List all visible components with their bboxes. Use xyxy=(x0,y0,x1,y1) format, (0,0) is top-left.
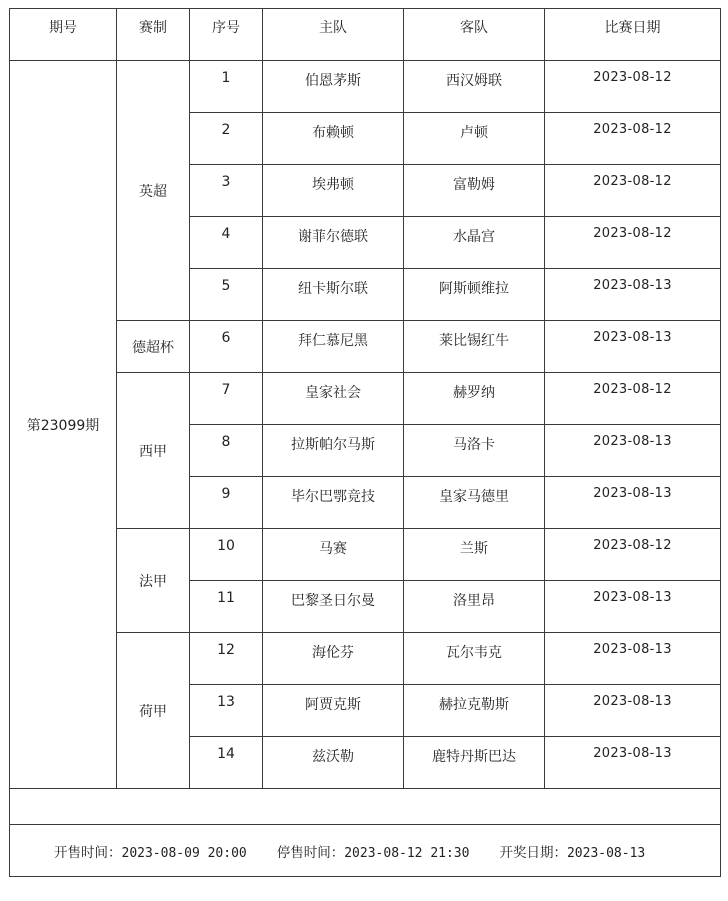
table-row xyxy=(10,373,721,425)
seq-cell: 4 xyxy=(190,217,263,269)
table-row xyxy=(10,321,721,373)
seq-cell: 14 xyxy=(190,737,263,789)
footer-row xyxy=(10,825,721,877)
match-date-cell: 2023-08-13 xyxy=(545,321,721,373)
home-team-cell: 马赛 xyxy=(263,529,404,581)
match-date-cell: 2023-08-12 xyxy=(545,113,721,165)
header-row xyxy=(10,9,721,61)
sale-start-info xyxy=(54,841,247,861)
match-date-cell: 2023-08-13 xyxy=(545,633,721,685)
league-cell: 德超杯 xyxy=(117,321,190,373)
match-date-cell: 2023-08-12 xyxy=(545,61,721,113)
match-date-cell: 2023-08-13 xyxy=(545,737,721,789)
seq-cell: 5 xyxy=(190,269,263,321)
league-cell: 荷甲 xyxy=(117,633,190,789)
home-team-cell: 埃弗顿 xyxy=(263,165,404,217)
away-team-cell: 西汉姆联 xyxy=(404,61,545,113)
home-team-cell: 伯恩茅斯 xyxy=(263,61,404,113)
seq-cell: 3 xyxy=(190,165,263,217)
header-period: 期号 xyxy=(10,9,117,61)
match-date-cell: 2023-08-13 xyxy=(545,581,721,633)
table-row xyxy=(10,61,721,113)
home-team-cell: 谢菲尔德联 xyxy=(263,217,404,269)
sale-start-label: 开售时间： xyxy=(54,844,122,861)
home-team-cell: 皇家社会 xyxy=(263,373,404,425)
home-team-cell: 巴黎圣日尔曼 xyxy=(263,581,404,633)
match-date-cell: 2023-08-13 xyxy=(545,685,721,737)
match-date-cell: 2023-08-13 xyxy=(545,477,721,529)
away-team-cell: 洛里昂 xyxy=(404,581,545,633)
seq-cell: 10 xyxy=(190,529,263,581)
blank-cell xyxy=(10,789,721,825)
sale-start-value: 2023-08-09 20:00 xyxy=(121,845,247,861)
header-match-date: 比赛日期 xyxy=(545,9,721,61)
league-cell: 法甲 xyxy=(117,529,190,633)
seq-cell: 7 xyxy=(190,373,263,425)
fixture-table xyxy=(9,8,721,877)
sale-stop-value: 2023-08-12 21:30 xyxy=(344,845,470,861)
seq-cell: 6 xyxy=(190,321,263,373)
away-team-cell: 阿斯顿维拉 xyxy=(404,269,545,321)
table-row xyxy=(10,529,721,581)
header-league: 赛制 xyxy=(117,9,190,61)
seq-cell: 1 xyxy=(190,61,263,113)
away-team-cell: 赫拉克勒斯 xyxy=(404,685,545,737)
away-team-cell: 皇家马德里 xyxy=(404,477,545,529)
home-team-cell: 海伦芬 xyxy=(263,633,404,685)
seq-cell: 2 xyxy=(190,113,263,165)
draw-date-label: 开奖日期： xyxy=(499,844,567,861)
sale-stop-info xyxy=(277,841,470,861)
table-row xyxy=(10,633,721,685)
away-team-cell: 水晶宫 xyxy=(404,217,545,269)
home-team-cell: 拉斯帕尔马斯 xyxy=(263,425,404,477)
away-team-cell: 马洛卡 xyxy=(404,425,545,477)
seq-cell: 9 xyxy=(190,477,263,529)
period-cell: 第23099期 xyxy=(10,61,117,789)
home-team-cell: 毕尔巴鄂竞技 xyxy=(263,477,404,529)
sale-stop-label: 停售时间： xyxy=(276,844,345,861)
match-date-cell: 2023-08-12 xyxy=(545,373,721,425)
match-date-cell: 2023-08-13 xyxy=(545,425,721,477)
away-team-cell: 兰斯 xyxy=(404,529,545,581)
away-team-cell: 富勒姆 xyxy=(404,165,545,217)
header-home-team: 主队 xyxy=(263,9,404,61)
blank-row xyxy=(10,789,721,825)
away-team-cell: 卢顿 xyxy=(404,113,545,165)
away-team-cell: 莱比锡红牛 xyxy=(404,321,545,373)
league-cell: 英超 xyxy=(117,61,190,321)
seq-cell: 11 xyxy=(190,581,263,633)
draw-date-info xyxy=(499,841,645,861)
match-date-cell: 2023-08-13 xyxy=(545,269,721,321)
draw-date-value: 2023-08-13 xyxy=(566,845,646,861)
seq-cell: 13 xyxy=(190,685,263,737)
home-team-cell: 拜仁慕尼黑 xyxy=(263,321,404,373)
footer-cell xyxy=(10,825,721,877)
seq-cell: 12 xyxy=(190,633,263,685)
match-date-cell: 2023-08-12 xyxy=(545,529,721,581)
home-team-cell: 布赖顿 xyxy=(263,113,404,165)
home-team-cell: 纽卡斯尔联 xyxy=(263,269,404,321)
league-cell: 西甲 xyxy=(117,373,190,529)
seq-cell: 8 xyxy=(190,425,263,477)
match-date-cell: 2023-08-12 xyxy=(545,165,721,217)
match-date-cell: 2023-08-12 xyxy=(545,217,721,269)
home-team-cell: 阿贾克斯 xyxy=(263,685,404,737)
header-seq: 序号 xyxy=(190,9,263,61)
away-team-cell: 瓦尔韦克 xyxy=(404,633,545,685)
away-team-cell: 鹿特丹斯巴达 xyxy=(404,737,545,789)
header-away-team: 客队 xyxy=(404,9,545,61)
away-team-cell: 赫罗纳 xyxy=(404,373,545,425)
home-team-cell: 兹沃勒 xyxy=(263,737,404,789)
